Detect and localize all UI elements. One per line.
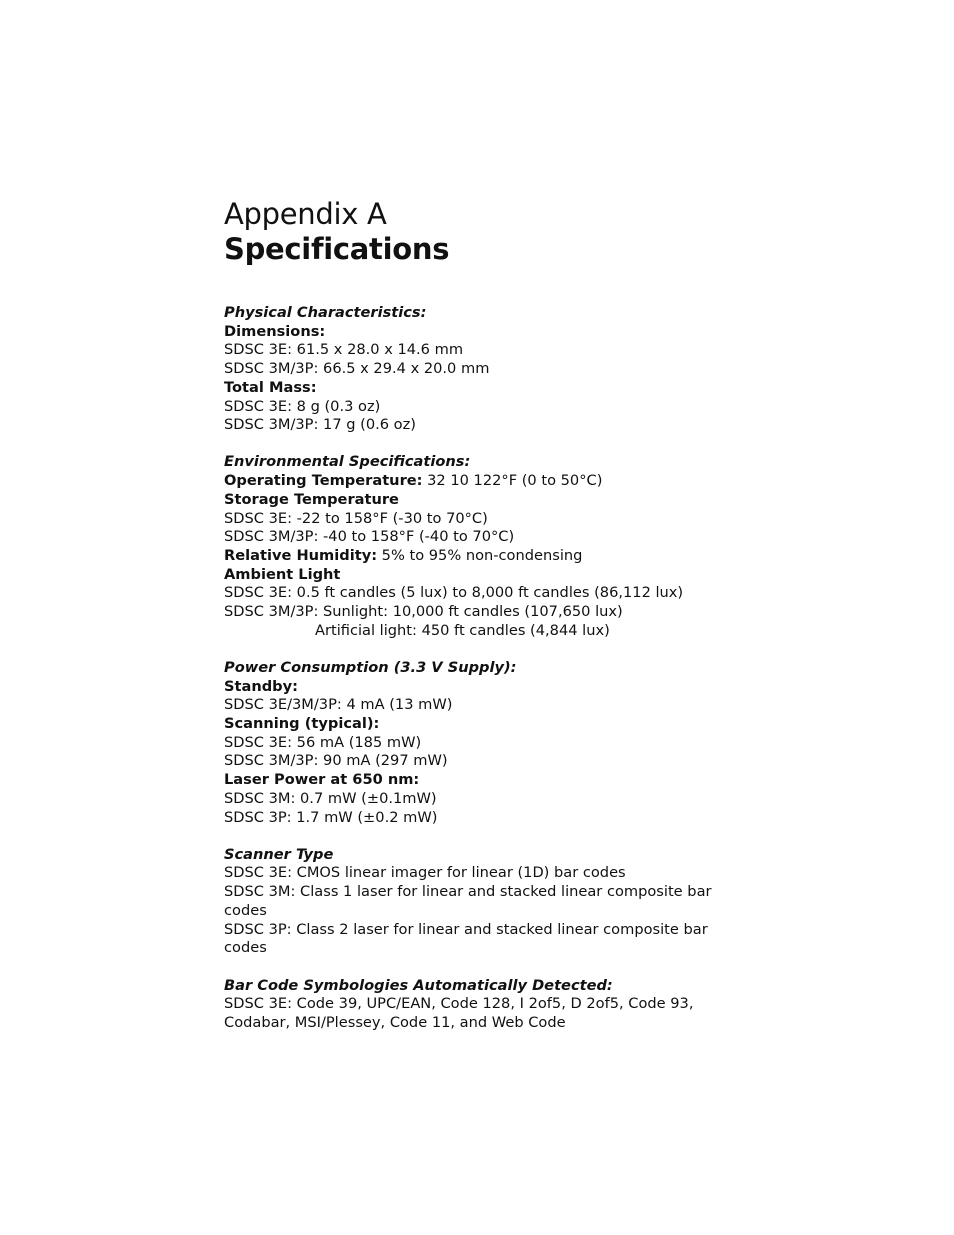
operating-temperature-line — [224, 472, 724, 491]
storage-temperature-label: Storage Temperature — [224, 490, 399, 508]
operating-temperature-value: 32 10 122°F (0 to 50°C) — [422, 472, 603, 490]
mass-3e: SDSC 3E: 8 g (0.3 oz) — [224, 397, 381, 415]
power-consumption-heading: Power Consumption (3.3 V Supply): — [224, 658, 517, 676]
standby-label: Standby: — [224, 677, 298, 695]
laser-3p: SDSC 3P: 1.7 mW (±0.2 mW) — [224, 808, 438, 826]
environmental-heading: Environmental Specifications: — [224, 453, 471, 471]
scanner-type-section — [224, 846, 724, 958]
appendix-label: Appendix A — [224, 197, 387, 231]
ambient-3m3p: SDSC 3M/3P: Sunlight: 10,000 ft candles (107,650 lux) — [224, 603, 623, 621]
power-consumption-section — [224, 659, 724, 827]
standby-value: SDSC 3E/3M/3P: 4 mA (13 mW) — [224, 696, 453, 714]
laser-3m: SDSC 3M: 0.7 mW (±0.1mW) — [224, 789, 437, 807]
ambient-3e: SDSC 3E: 0.5 ft candles (5 lux) to 8,000 ft candles (86,112 lux) — [224, 584, 684, 602]
ambient-light-label: Ambient Light — [224, 565, 341, 583]
dimensions-3m3p: SDSC 3M/3P: 66.5 x 29.4 x 20.0 mm — [224, 360, 490, 378]
document-page — [224, 196, 724, 1051]
dimensions-3e: SDSC 3E: 61.5 x 28.0 x 14.6 mm — [224, 341, 464, 359]
mass-3m3p: SDSC 3M/3P: 17 g (0.6 oz) — [224, 416, 416, 434]
scanner-type-heading: Scanner Type — [224, 845, 334, 863]
scanning-label: Scanning (typical): — [224, 715, 380, 733]
scanner-type-3p: SDSC 3P: Class 2 laser for linear and stacked linear composite bar codes — [224, 920, 708, 957]
relative-humidity-line — [224, 547, 724, 566]
dimensions-label: Dimensions: — [224, 322, 326, 340]
total-mass-label: Total Mass: — [224, 378, 317, 396]
physical-characteristics-section — [224, 304, 724, 435]
storage-3e: SDSC 3E: -22 to 158°F (-30 to 70°C) — [224, 509, 488, 527]
storage-3m3p: SDSC 3M/3P: -40 to 158°F (-40 to 70°C) — [224, 528, 515, 546]
specifications-content — [224, 304, 724, 1033]
ambient-artificial: Artificial light: 450 ft candles (4,844 lux) — [315, 621, 610, 639]
physical-characteristics-heading: Physical Characteristics: — [224, 304, 427, 321]
operating-temperature-label: Operating Temperature: — [224, 472, 423, 490]
relative-humidity-label: Relative Humidity: — [224, 546, 378, 564]
relative-humidity-value: 5% to 95% non-condensing — [377, 546, 583, 564]
scanning-3m3p: SDSC 3M/3P: 90 mA (297 mW) — [224, 752, 448, 770]
scanning-3e: SDSC 3E: 56 mA (185 mW) — [224, 733, 422, 751]
page-title: Specifications — [224, 232, 450, 266]
environmental-section — [224, 453, 724, 640]
symbologies-heading: Bar Code Symbologies Automatically Detected: — [224, 976, 613, 994]
scanner-type-3e: SDSC 3E: CMOS linear imager for linear (1D) bar codes — [224, 864, 626, 882]
symbologies-section — [224, 977, 724, 1033]
symbologies-3e: SDSC 3E: Code 39, UPC/EAN, Code 128, I 2of5, D 2of5, Code 93, Codabar, MSI/Plessey, Code 11, and Web Code — [224, 995, 694, 1031]
laser-power-label: Laser Power at 650 nm: — [224, 771, 420, 789]
scanner-type-3m: SDSC 3M: Class 1 laser for linear and stacked linear composite bar codes — [224, 883, 712, 919]
